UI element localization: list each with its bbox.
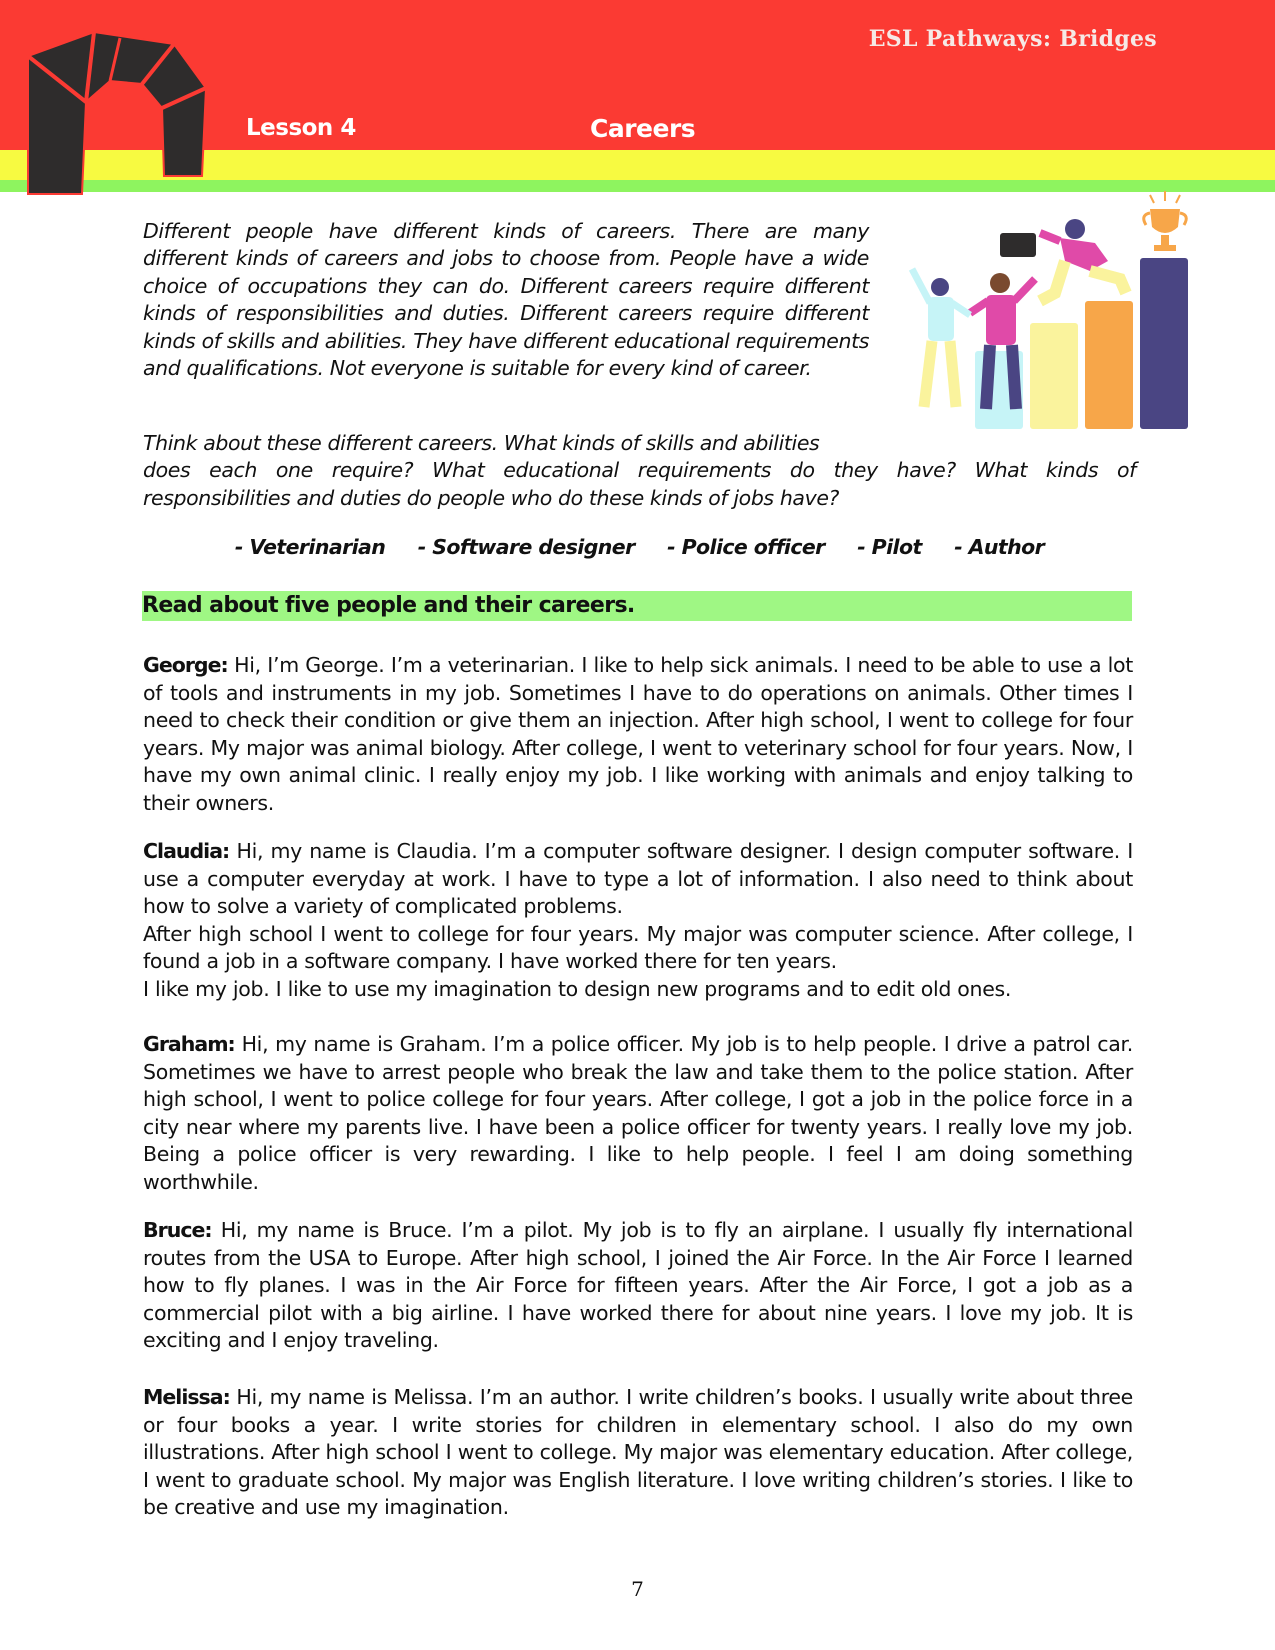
person-name: Bruce: — [143, 1218, 212, 1242]
career-growth-illustration-icon — [890, 183, 1200, 443]
intro-paragraph: Different people have different kinds of careers. There are many different kinds of careers and jobs to choose from. People have a wide choice of occupations they can do. Different careers require different kinds of responsibilities and duties. Different careers require different kinds of skills and abilities. They have different educational requirements and qualifications. Not everyone is suitable for every kind of career. — [143, 219, 869, 381]
page-header — [0, 0, 1275, 195]
career-item: - Author — [954, 535, 1045, 559]
lesson-topic: Careers — [590, 114, 696, 143]
person-paragraph-bruce — [143, 1217, 1133, 1355]
career-item: - Police officer — [667, 535, 825, 559]
bridge-arch-logo-icon — [24, 26, 216, 196]
career-item: - Veterinarian — [234, 535, 386, 559]
person-text: Hi, I’m George. I’m a veterinarian. I like to help sick animals. I need to be able to use a lot of tools and instruments in my job. Sometimes I have to do operations on animals. Other times I need to check their condition or give them an injection. After high school, I went to college for four years. My major was animal biology. After college, I went to veterinary school for four years. Now, I have my own animal clinic. I really enjoy my job. I like working with animals and enjoy talking to their owners. — [143, 653, 1133, 815]
career-item: - Software designer — [417, 535, 635, 559]
person-name: Melissa: — [143, 1385, 230, 1409]
lesson-label: Lesson 4 — [246, 115, 356, 141]
career-item: - Pilot — [857, 535, 922, 559]
person-paragraph-george — [143, 652, 1133, 818]
person-text: Hi, my name is Claudia. I’m a computer software designer. I design computer software. I use a computer everyday at work. I have to type a lot of information. I also need to think about how to solve a variety of complicated problems. — [143, 839, 1134, 919]
brand-title: ESL Pathways: Bridges — [868, 26, 1157, 52]
person-paragraph-melissa — [143, 1384, 1133, 1522]
person-text: I like my job. I like to use my imagination to design new programs and to edit old ones. — [143, 976, 1012, 1001]
intro-question-rest: does each one require? What educational requirements do they have? What kinds of responsibilities and duties do people who do these kinds of jobs have? — [143, 458, 1136, 510]
person-text: Hi, my name is Graham. I’m a police officer. My job is to help people. I drive a patrol car. Sometimes we have to arrest people who break the law and take them to the police station. After high school, I went to police college for four years. After college, I got a job in the police force in a city near where my parents live. I have been a police officer for twenty years. I really love my job. Being a police officer is very rewarding. I like to help people. I feel I am doing something worthwhile. — [143, 1032, 1133, 1194]
person-paragraph-graham — [143, 1031, 1133, 1197]
person-name: Claudia: — [143, 839, 230, 863]
careers-list — [143, 535, 1136, 559]
person-name: George: — [143, 653, 228, 677]
person-text: Hi, my name is Bruce. I’m a pilot. My job is to fly an airplane. I usually fly international routes from the USA to Europe. After high school, I joined the Air Force. In the Air Force I learned how to fly planes. I was in the Air Force for fifteen years. After the Air Force, I got a job as a commercial pilot with a big airline. I have worked there for about nine years. I love my job. It is exciting and I enjoy traveling. — [143, 1218, 1133, 1353]
person-text: After high school I went to college for four years. My major was computer science. After college, I found a job in a software company. I have worked there for ten years. — [143, 921, 1133, 974]
person-paragraph-claudia — [143, 838, 1133, 1004]
intro-question-first-line: Think about these different careers. What kinds of skills and abilities — [143, 431, 820, 455]
person-name: Graham: — [143, 1032, 235, 1056]
section-heading: Read about five people and their careers. — [142, 591, 1132, 621]
person-text: Hi, my name is Melissa. I’m an author. I write children’s books. I usually write about three or four books a year. I write stories for children in elementary school. I also do my own illustrations. After high school I went to college. My major was elementary education. After college, I went to graduate school. My major was English literature. I love writing children’s stories. I like to be creative and use my imagination. — [143, 1385, 1133, 1520]
page-number: 7 — [631, 1577, 644, 1601]
